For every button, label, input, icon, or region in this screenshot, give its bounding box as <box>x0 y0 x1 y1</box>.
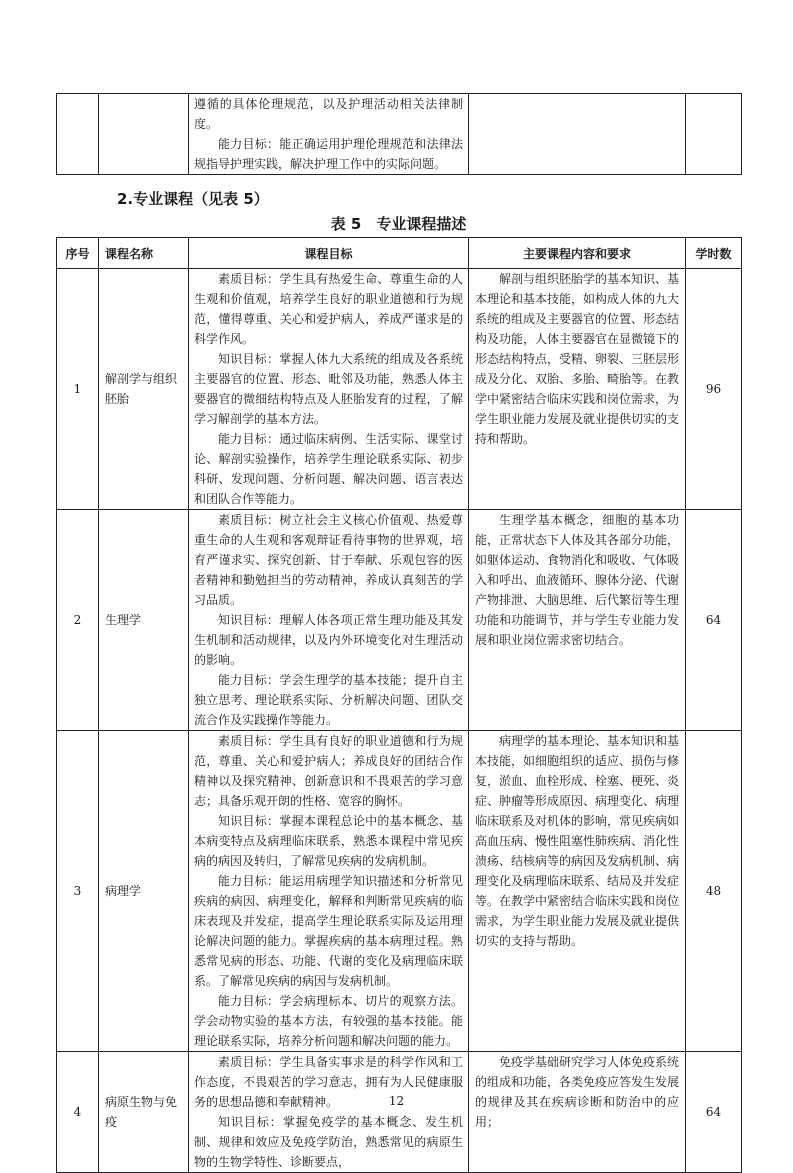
content-text: 解剖与组织胚胎学的基本知识、基本理论和基本技能，如构成人体的九大系统的组成及主要器官的位置、形态结构及功能，人体主要器官在显微镜下的形态结构特点，受精、卵裂、三胚层形成及分化、双胎、多胎、畸胎等。在教学中紧密结合临床实践和岗位需求，为学生职业能力发展及就业提供切实的支持和帮助。 <box>475 272 680 446</box>
goal-text: 能力目标：能运用病理学知识描述和分析常见疾病的病因、病理变化，解释和判断常见疾病的临床表现及并发症，提高学生理论联系实际及运用理论解决问题的能力。掌握疾病的基本病理过程。熟悉常见病的形态、功能、代谢的变化及病理临床联系。了解常见疾病的病因与发病机制。 <box>194 874 463 988</box>
header-content: 主要课程内容和要求 <box>469 238 686 269</box>
course-hours: 96 <box>686 269 742 510</box>
goal-text: 能力目标：能正确运用护理伦理规范和法律法规指导护理实践，解决护理工作中的实际问题。 <box>194 137 463 171</box>
course-name: 生理学 <box>99 510 189 731</box>
table-row <box>57 94 742 175</box>
course-content <box>469 269 686 510</box>
page-body <box>56 93 741 1173</box>
goal-text: 知识目标：掌握免疫学的基本概念、发生机制、规律和效应及免疫学防治，熟悉常见的病原生物的生物学特性、诊断要点， <box>194 1115 463 1169</box>
course-name: 解剖学与组织胚胎 <box>99 269 189 510</box>
course-name: 病原生物与免疫 <box>99 1052 189 1173</box>
section-heading: 2.专业课程（见表 5） <box>117 190 269 208</box>
index-cell <box>57 94 99 175</box>
content-text: 生理学基本概念，细胞的基本功能，正常状态下人体及其各部分功能，如躯体运动、食物消化和吸收、气体吸入和呼出、血液循环、腺体分泌、代谢产物排泄、大脑思维、后代繁衍等生理功能和功能调节，并与学生专业能力发展和职业岗位需求密切结合。 <box>475 513 680 647</box>
goal-text: 素质目标：学生具备实事求是的科学作风和工作态度，不畏艰苦的学习意志，拥有为人民健康服务的思想品德和奉献精神。 <box>194 1055 463 1109</box>
row-index: 3 <box>57 731 99 1052</box>
content-cell <box>469 94 686 175</box>
course-hours: 48 <box>686 731 742 1052</box>
header-goals: 课程目标 <box>189 238 469 269</box>
content-text: 病理学的基本理论、基本知识和基本技能，如细胞组织的适应、损伤与修复，淤血、血栓形成、栓塞、梗死、炎症、肿瘤等形成原因、病理变化、病理临床联系及对机体的影响，常见疾病如高血压病、慢性阻塞性肺疾病、消化性溃疡、结核病等的病因及发病机制、病理变化及病理临床联系、结局及并发症等。在教学中紧密结合临床实践和岗位需求，为学生职业能力发展及就业提供切实的支持与帮助。 <box>475 734 680 948</box>
goal-text: 知识目标：理解人体各项正常生理功能及其发生机制和活动规律，以及内外环境变化对生理活动的影响。 <box>194 613 463 667</box>
table-row <box>57 269 742 510</box>
goal-text: 遵循的具体伦理规范，以及护理活动相关法律制度。 <box>194 97 463 131</box>
row-index: 1 <box>57 269 99 510</box>
header-name: 课程名称 <box>99 238 189 269</box>
table-row <box>57 731 742 1052</box>
course-goals <box>189 510 469 731</box>
course-goals <box>189 1052 469 1173</box>
course-table <box>56 237 742 1173</box>
course-content <box>469 1052 686 1173</box>
course-content <box>469 510 686 731</box>
goal-text: 能力目标：学会生理学的基本技能；提升自主独立思考、理论联系实际、分析解决问题、团队交流合作及实践操作等能力。 <box>194 673 463 727</box>
header-hours: 学时数 <box>686 238 742 269</box>
goal-text: 知识目标：掌握人体九大系统的组成及各系统主要器官的位置、形态、毗邻及功能，熟悉人体主要器官的微细结构特点及人胚胎发育的过程，了解学习解剖学的基本方法。 <box>194 352 463 426</box>
table-row <box>57 1052 742 1173</box>
hours-cell <box>686 94 742 175</box>
goal-text: 素质目标：学生具有热爱生命、尊重生命的人生观和价值观，培养学生良好的职业道德和行为规范，懂得尊重、关心和爱护病人，养成严谨求是的科学作风。 <box>194 272 463 346</box>
row-index: 2 <box>57 510 99 731</box>
course-name: 病理学 <box>99 731 189 1052</box>
goals-cell <box>189 94 469 175</box>
course-goals <box>189 269 469 510</box>
table-caption: 表 5 专业课程描述 <box>330 215 467 233</box>
goal-text: 素质目标：学生具有良好的职业道德和行为规范，尊重、关心和爱护病人；养成良好的团结合作精神以及探究精神、创新意识和不畏艰苦的学习意志；具备乐观开朗的性格、宽容的胸怀。 <box>194 734 463 808</box>
row-index: 4 <box>57 1052 99 1173</box>
page-number: 12 <box>388 1094 405 1108</box>
course-content <box>469 731 686 1052</box>
goal-text: 知识目标：掌握本课程总论中的基本概念、基本病变特点及病理临床联系，熟悉本课程中常见疾病的病因及转归，了解常见疾病的发病机制。 <box>194 814 463 868</box>
course-hours: 64 <box>686 510 742 731</box>
goal-text: 素质目标：树立社会主义核心价值观、热爱尊重生命的人生观和客观辩证看待事物的世界观，培育严谨求实、探究创新、甘于奉献、乐观包容的医者精神和勤勉担当的劳动精神，养成认真刻苦的学习品质。 <box>194 513 463 607</box>
name-cell <box>99 94 189 175</box>
table-row <box>57 510 742 731</box>
header-index: 序号 <box>57 238 99 269</box>
course-goals <box>189 731 469 1052</box>
goal-text: 能力目标：学会病理标本、切片的观察方法。学会动物实验的基本方法，有较强的基本技能。能理论联系实际，培养分析问题和解决问题的能力。 <box>194 994 463 1048</box>
course-hours: 64 <box>686 1052 742 1173</box>
goal-text: 能力目标：通过临床病例、生活实际、课堂讨论、解剖实验操作，培养学生理论联系实际、初步科研、发现问题、分析问题、解决问题、语言表达和团队合作等能力。 <box>194 432 463 506</box>
content-text: 免疫学基础研究学习人体免疫系统的组成和功能，各类免疫应答发生发展的规律及其在疾病诊断和防治中的应用； <box>475 1055 680 1129</box>
table-header-row <box>57 238 742 269</box>
continued-table <box>56 93 742 175</box>
